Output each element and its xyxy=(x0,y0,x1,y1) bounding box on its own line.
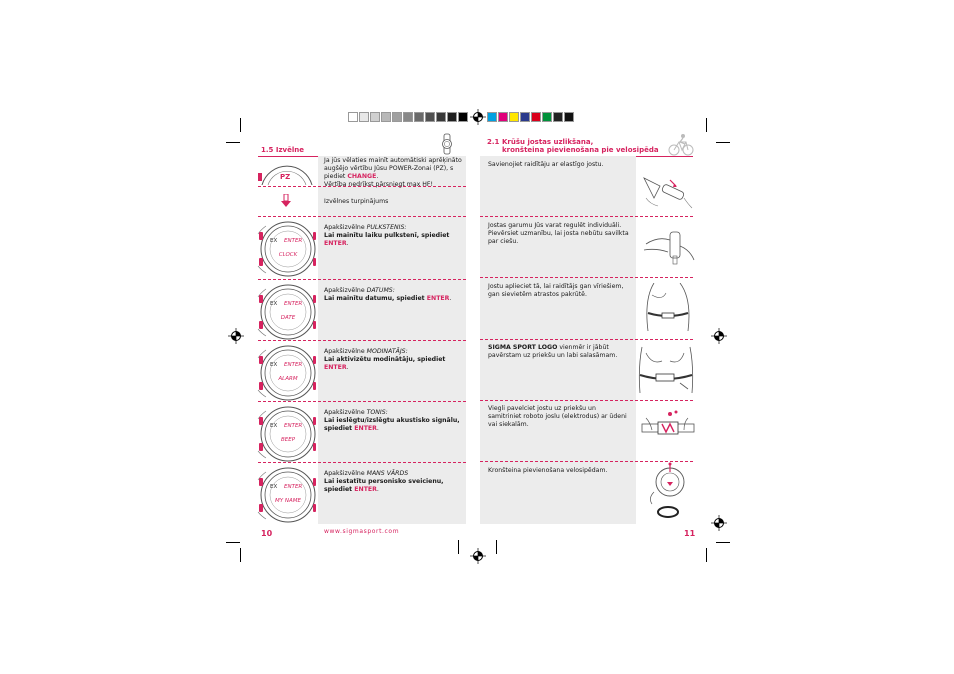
color-bar-swatch xyxy=(498,112,508,122)
submenu-name: MANS VĀRDS xyxy=(366,470,409,477)
color-bar-swatch xyxy=(403,112,413,122)
color-bar-swatch xyxy=(447,112,457,122)
registration-mark-icon xyxy=(470,109,486,125)
row-text: Kronšteina pievienošana velosipēdam. xyxy=(488,467,608,474)
submenu-instruction: Lai mainītu datumu, spiediet xyxy=(324,295,427,302)
color-bar-swatch xyxy=(458,112,468,122)
transmitter-belt-illustration xyxy=(640,168,696,212)
watch-face-icon xyxy=(256,218,316,278)
color-bar-swatch xyxy=(520,112,530,122)
submenu-prefix: Apakšizvēlne xyxy=(324,287,367,294)
color-bar-swatch xyxy=(509,112,519,122)
color-bar-swatch xyxy=(564,112,574,122)
crop-mark xyxy=(496,540,497,554)
registration-mark-icon xyxy=(470,548,486,564)
section-title-line-1: Krūšu jostas uzlikšana, xyxy=(502,138,594,146)
logo-forward-illustration xyxy=(636,343,696,395)
submenu-instruction: Lai aktivizētu modinātāju, spiediet xyxy=(324,356,446,363)
watch-enter-label: ENTER xyxy=(284,423,303,429)
row-text-tail: vienmēr ir jābūt pavērstam uz priekšu un labi salasāmam. xyxy=(488,344,618,359)
crop-mark xyxy=(716,142,730,143)
row-text xyxy=(488,344,630,360)
section-title-line-2: kronšteina pievienošana pie velosipēda xyxy=(502,146,659,154)
sigma-logo-text: SIGMA SPORT LOGO xyxy=(488,344,558,351)
enter-keyword: ENTER xyxy=(324,240,347,247)
row-text-tail: . xyxy=(376,173,379,180)
row-text: Apakšizvēlne MODINATĀJS: Lai aktivizētu modinātāju, spiediet ENTER. xyxy=(324,348,446,371)
bike-mount-illustration xyxy=(640,462,696,522)
submenu-prefix: Apakšizvēlne xyxy=(324,409,367,416)
watch-menu-label: DATE xyxy=(280,315,296,321)
enter-keyword: ENTER xyxy=(426,295,450,302)
watch-menu-label: MY NAME xyxy=(275,498,301,504)
submenu-prefix: Apakšizvēlne xyxy=(324,348,367,355)
registration-mark-icon xyxy=(711,328,727,344)
row-text xyxy=(324,157,464,189)
crop-mark xyxy=(716,542,730,543)
color-bar-swatch xyxy=(381,112,391,122)
color-bar-swatch xyxy=(392,112,402,122)
moisten-electrodes-illustration xyxy=(640,408,696,444)
cyclist-logo-icon xyxy=(668,132,694,156)
color-bar-swatch xyxy=(487,112,497,122)
submenu-name: DATUMS: xyxy=(366,287,395,294)
registration-mark-icon xyxy=(228,328,244,344)
color-bar-swatch xyxy=(348,112,358,122)
arrow-down-icon xyxy=(281,194,291,208)
watch-enter-label: ENTER xyxy=(284,484,303,490)
crop-mark xyxy=(226,142,240,143)
watch-menu-label: ALARM xyxy=(278,376,298,382)
watch-exit-label: EX xyxy=(270,423,278,429)
color-bar-swatch xyxy=(370,112,380,122)
submenu-prefix: Apakšizvēlne xyxy=(324,224,367,231)
section-title: 1.5 Izvēlne xyxy=(261,146,304,154)
page-number: 10 xyxy=(261,529,273,538)
row-text: Apakšizvēlne TONIS: Lai ieslēgtu/izslēgtu akustisko signālu, spiediet ENTER. xyxy=(324,409,460,432)
watch-menu-label: CLOCK xyxy=(278,252,298,258)
watch-exit-label: EX xyxy=(270,362,278,368)
watch-exit-label: EX xyxy=(270,238,278,244)
page-number: 11 xyxy=(684,529,696,538)
submenu-name: MODINATĀJS: xyxy=(366,348,408,355)
watch-face-icon xyxy=(256,342,316,402)
color-bar-swatch xyxy=(359,112,369,122)
submenu-instruction: Lai mainītu laiku pulkstenī, spiediet xyxy=(324,232,450,239)
color-bar-swatch xyxy=(553,112,563,122)
row-text-line: Vērtība nedrīkst pārsniegt max HF! xyxy=(324,181,433,188)
section-number: 2.1 xyxy=(487,138,500,146)
submenu-prefix: Apakšizvēlne xyxy=(324,470,367,477)
crop-mark xyxy=(240,118,241,132)
submenu-instruction: Lai iestatītu personisko sveicienu, spiediet xyxy=(324,478,444,493)
row-text: Apakšizvēlne DATUMS: Lai mainītu datumu, spiediet ENTER. xyxy=(324,287,452,302)
row-divider xyxy=(258,216,466,217)
crop-mark xyxy=(458,540,459,554)
enter-keyword: ENTER xyxy=(354,425,377,432)
website-url: www.sigmasport.com xyxy=(324,528,400,535)
watch-display-partial-icon xyxy=(258,157,316,185)
row-divider xyxy=(480,216,693,217)
watch-enter-label: ENTER xyxy=(284,301,303,307)
watch-face-icon xyxy=(256,281,316,341)
watch-menu-label: BEEP xyxy=(280,437,296,443)
row-text: Savienojiet raidītāju ar elastīgo jostu. xyxy=(488,161,604,168)
row-divider xyxy=(258,279,466,280)
color-bar-swatch xyxy=(414,112,424,122)
crop-mark xyxy=(706,118,707,132)
watch-face-icon xyxy=(256,464,316,524)
row-text: Apakšizvēlne MANS VĀRDS Lai iestatītu personisko sveicienu, spiediet ENTER. xyxy=(324,470,444,493)
watch-exit-label: EX xyxy=(270,301,278,307)
row-text: Apakšizvēlne PULKSTENIS: Lai mainītu laiku pulkstenī, spiediet ENTER. xyxy=(324,224,450,247)
watch-enter-label: ENTER xyxy=(284,362,303,368)
crop-mark xyxy=(706,548,707,562)
row-text: Viegli pavelciet jostu uz priekšu un samitriniet roboto joslu (elektrodus) ar ūdeni vai siekalām. xyxy=(488,405,627,428)
row-text: Jostu aplieciet tā, lai raidītājs gan vīriešiem, gan sievietēm atrastos pakrūtē. xyxy=(488,283,624,298)
enter-keyword: ENTER xyxy=(324,364,347,371)
row-divider xyxy=(480,339,693,340)
registration-mark-icon xyxy=(711,515,727,531)
color-bar-swatch xyxy=(425,112,435,122)
watch-enter-label: ENTER xyxy=(284,238,303,244)
watch-face-icon xyxy=(256,403,316,463)
svg-text:PZ: PZ xyxy=(280,173,291,181)
color-bar-swatch xyxy=(436,112,446,122)
enter-keyword: ENTER xyxy=(354,486,377,493)
row-divider xyxy=(480,277,693,278)
submenu-name: PULKSTENIS: xyxy=(366,224,407,231)
torso-belt-illustration xyxy=(640,283,696,333)
watch-outline-icon xyxy=(441,133,453,155)
color-bar-swatch xyxy=(542,112,552,122)
row-text-line: Ja jūs vēlaties mainīt automātiski aprēķināto augšējo vērtību Jūsu POWER-Zonai (PZ), s piediet xyxy=(324,157,462,180)
watch-exit-label: EX xyxy=(270,484,278,490)
crop-mark xyxy=(226,542,240,543)
submenu-name: TONIS: xyxy=(366,409,388,416)
row-text: Izvēlnes turpinājums xyxy=(324,198,389,205)
row-divider xyxy=(480,400,693,401)
belt-adjust-illustration xyxy=(640,226,696,266)
color-bar-swatch xyxy=(531,112,541,122)
crop-mark xyxy=(240,548,241,562)
change-keyword: CHANGE xyxy=(347,173,377,180)
submenu-instruction: Lai ieslēgtu/izslēgtu akustisko signālu, spiediet xyxy=(324,417,460,432)
row-text: Jostas garumu Jūs varat regulēt individuāli. Pievērsiet uzmanību, lai josta nebūtu savilkta par ciešu. xyxy=(488,222,629,245)
